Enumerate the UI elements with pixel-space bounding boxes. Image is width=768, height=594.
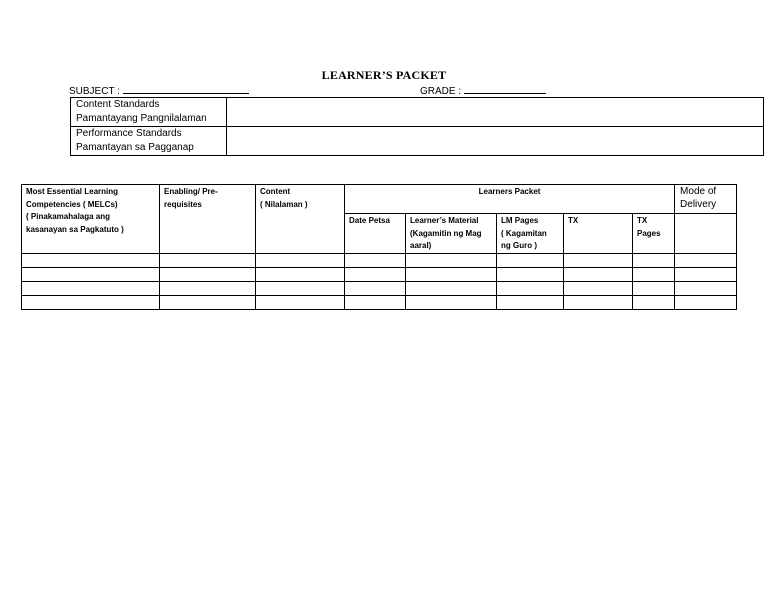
subject-label: SUBJECT : [69,86,120,97]
grade-blank[interactable] [464,84,546,94]
table-cell[interactable] [345,253,406,267]
enabling-header: Enabling/ Pre- requisites [160,185,256,254]
melcs-header: Most Essential Learning Competencies ( MELCs) ( Pinakamahalaga ang kasanayan sa Pagkatuto ) [22,185,160,254]
table-cell[interactable] [497,281,564,295]
performance-standards-field[interactable] [227,127,764,156]
lm-pages-header: LM Pages ( Kagamitan ng Guro ) [497,214,564,254]
page-title: LEARNER’S PACKET [321,68,447,82]
table-cell[interactable] [633,295,675,309]
table-cell[interactable] [345,295,406,309]
table-cell[interactable] [160,253,256,267]
content-header: Content ( Nilalaman ) [256,185,345,254]
table-row [22,253,737,267]
table-cell[interactable] [497,253,564,267]
subject-blank[interactable] [123,84,249,94]
content-standards-label: Content Standards Pamantayang Pangnilalaman [71,98,227,127]
table-row [22,281,737,295]
grade-line [420,84,546,97]
table-cell[interactable] [256,281,345,295]
table-cell[interactable] [675,295,737,309]
table-cell[interactable] [160,267,256,281]
table-cell[interactable] [675,267,737,281]
table-cell[interactable] [497,267,564,281]
table-cell[interactable] [633,267,675,281]
table-cell[interactable] [345,267,406,281]
date-petsa-header: Date Petsa [345,214,406,254]
table-cell[interactable] [345,281,406,295]
table-cell[interactable] [256,267,345,281]
subject-line [69,84,249,97]
table-cell[interactable] [256,295,345,309]
table-row [22,267,737,281]
table-cell[interactable] [406,281,497,295]
standards-table [70,97,764,156]
table-cell[interactable] [564,267,633,281]
table-cell[interactable] [675,253,737,267]
learners-packet-table [21,184,737,310]
table-cell[interactable] [256,253,345,267]
table-cell[interactable] [633,281,675,295]
table-cell[interactable] [406,295,497,309]
table-row [22,295,737,309]
tx-pages-header: TX Pages [633,214,675,254]
table-cell[interactable] [564,253,633,267]
table-cell[interactable] [406,253,497,267]
performance-standards-label: Performance Standards Pamantayan sa Pagganap [71,127,227,156]
table-cell[interactable] [564,281,633,295]
table-cell[interactable] [22,295,160,309]
table-cell[interactable] [160,281,256,295]
table-cell[interactable] [22,253,160,267]
table-cell[interactable] [406,267,497,281]
table-cell[interactable] [22,267,160,281]
tx-header: TX [564,214,633,254]
table-cell[interactable] [497,295,564,309]
grade-label: GRADE : [420,86,462,97]
table-cell[interactable] [22,281,160,295]
mode-of-delivery-cell[interactable] [675,214,737,254]
content-standards-field[interactable] [227,98,764,127]
table-cell[interactable] [675,281,737,295]
table-cell[interactable] [564,295,633,309]
learners-packet-header: Learners Packet [345,185,675,214]
mode-of-delivery-header: Mode of Delivery [675,185,737,214]
table-cell[interactable] [160,295,256,309]
learners-material-header: Learner’s Material (Kagamitin ng Mag aaral) [406,214,497,254]
table-cell[interactable] [633,253,675,267]
